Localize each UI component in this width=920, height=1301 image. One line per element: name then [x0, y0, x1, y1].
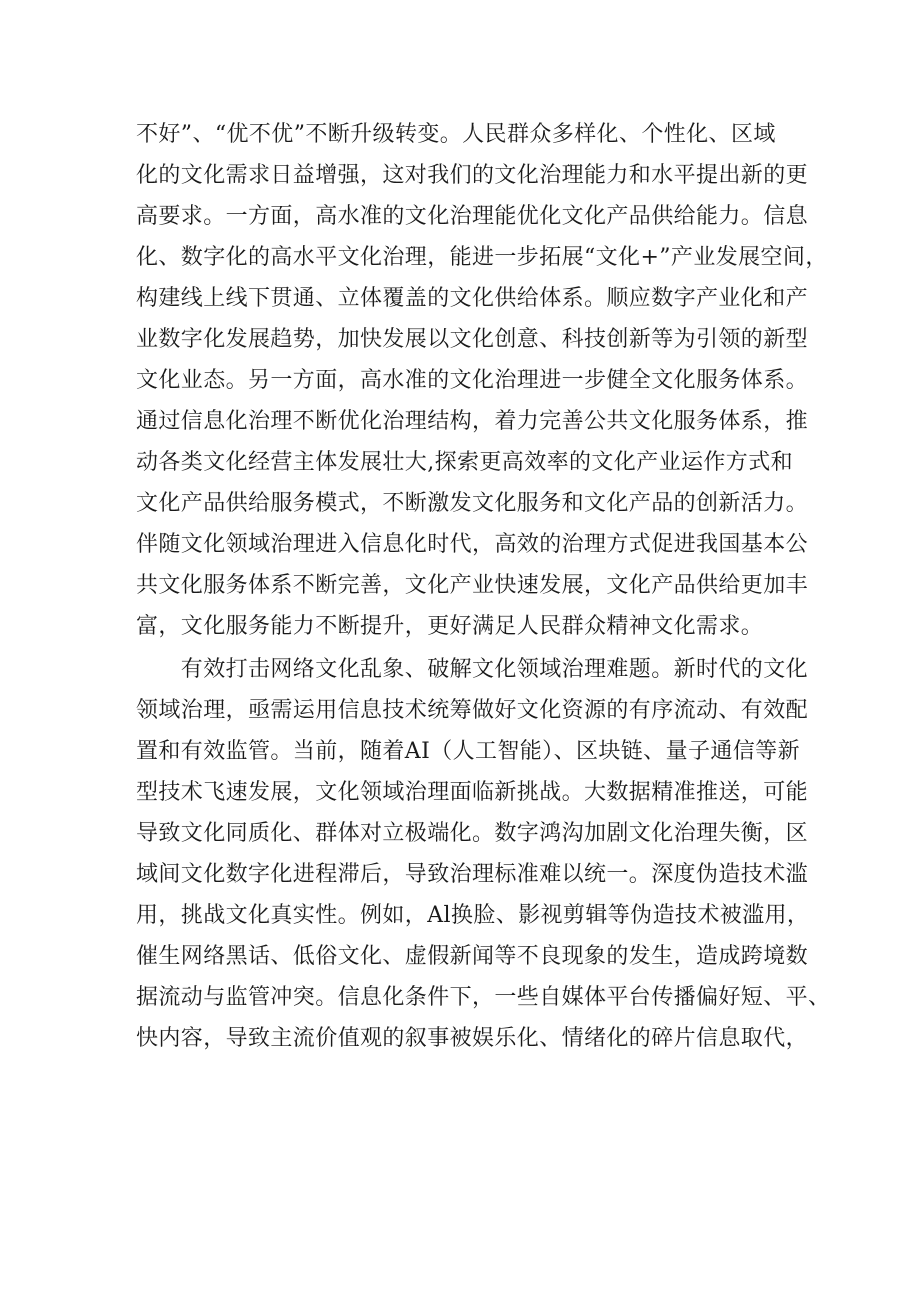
paragraph-2 [136, 649, 831, 1059]
text-line: 有效打击网络文化乱象、破解文化领域治理难题。新时代的文化 [136, 657, 809, 682]
text-line: 不好”、“优不优”不断升级转变。人民群众多样化、个性化、区域 [136, 122, 776, 147]
text-line: 快内容，导致主流价值观的叙事被娱乐化、情绪化的碎片信息取代， [136, 1026, 809, 1051]
text-line: 文化业态。另一方面，高水准的文化治理进一步健全文化服务体系。 [136, 368, 809, 393]
text-line: 高要求。一方面，高水准的文化治理能优化文化产品供给能力。信息 [136, 204, 809, 229]
body-text [136, 114, 831, 1059]
text-line: 化、数字化的高水平文化治理，能进一步拓展“文化+”产业发展空间， [136, 245, 828, 270]
text-line: 富，文化服务能力不断提升，更好满足人民群众精神文化需求。 [136, 614, 764, 639]
text-line: 动各类文化经营主体发展壮大,探索更高效率的文化产业运作方式和 [136, 450, 793, 475]
paragraph-1 [136, 114, 828, 647]
text-line: 置和有效监管。当前，随着AI（人工智能）、区块链、量子通信等新 [136, 739, 800, 764]
text-line: 用，挑战文化真实性。例如，Al换脸、影视剪辑等伪造技术被滥用， [136, 903, 810, 928]
text-line: 型技术飞速发展，文化领域治理面临新挑战。大数据精准推送，可能 [136, 780, 809, 805]
text-line: 导致文化同质化、群体对立极端化。数字鸿沟加剧文化治理失衡，区 [136, 821, 809, 846]
text-line: 构建线上线下贯通、立体覆盖的文化供给体系。顺应数字产业化和产 [136, 286, 809, 311]
text-line: 化的文化需求日益增强，这对我们的文化治理能力和水平提出新的更 [136, 163, 809, 188]
text-line: 域间文化数字化进程滞后，导致治理标准难以统一。深度伪造技术滥 [136, 862, 809, 887]
text-line: 文化产品供给服务模式，不断激发文化服务和文化产品的创新活力。 [136, 491, 809, 516]
text-line: 据流动与监管冲突。信息化条件下，一些自媒体平台传播偏好短、平、 [136, 985, 831, 1010]
text-line: 催生网络黑话、低俗文化、虚假新闻等不良现象的发生，造成跨境数 [136, 944, 809, 969]
text-line: 伴随文化领域治理进入信息化时代，高效的治理方式促进我国基本公 [136, 532, 809, 557]
text-line: 通过信息化治理不断优化治理结构，着力完善公共文化服务体系，推 [136, 409, 809, 434]
text-line: 业数字化发展趋势，加快发展以文化创意、科技创新等为引领的新型 [136, 327, 809, 352]
text-line: 共文化服务体系不断完善，文化产业快速发展，文化产品供给更加丰 [136, 573, 809, 598]
text-line: 领域治理，亟需运用信息技术统筹做好文化资源的有序流动、有效配 [136, 698, 809, 723]
